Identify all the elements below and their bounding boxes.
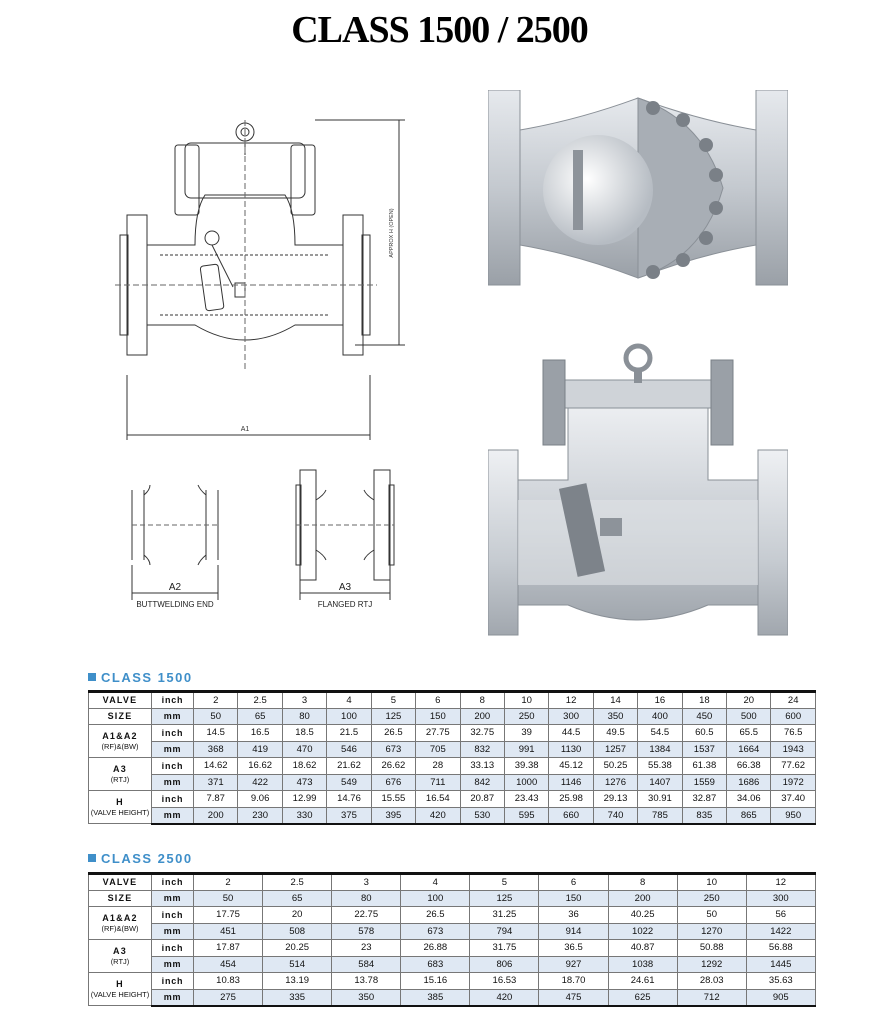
value-cell: 371 xyxy=(194,774,238,791)
value-cell: 14 xyxy=(593,692,637,709)
value-cell: 451 xyxy=(194,923,263,940)
value-cell: 37.40 xyxy=(771,791,815,808)
row-label-sub: (VALVE HEIGHT) xyxy=(90,808,150,817)
row-label xyxy=(89,708,152,725)
value-cell: 475 xyxy=(539,989,608,1006)
value-cell: 400 xyxy=(638,708,682,725)
unit-cell: inch xyxy=(152,725,194,742)
value-cell: 1664 xyxy=(727,741,771,758)
unit-cell: mm xyxy=(152,774,194,791)
row-label-text: SIZE xyxy=(107,711,133,722)
value-cell: 1270 xyxy=(677,923,746,940)
value-cell: 5 xyxy=(371,692,415,709)
value-cell: 1686 xyxy=(727,774,771,791)
unit-cell: mm xyxy=(152,989,194,1006)
value-cell: 31.25 xyxy=(470,907,539,924)
value-cell: 76.5 xyxy=(771,725,815,742)
value-cell: 125 xyxy=(470,890,539,907)
value-cell: 21.5 xyxy=(327,725,371,742)
value-cell: 350 xyxy=(332,989,401,1006)
value-cell: 13.78 xyxy=(332,973,401,990)
value-cell: 26.62 xyxy=(371,758,415,775)
value-cell: 794 xyxy=(470,923,539,940)
value-cell: 30.91 xyxy=(638,791,682,808)
value-cell: 56 xyxy=(746,907,815,924)
value-cell: 32.87 xyxy=(682,791,726,808)
value-cell: 65 xyxy=(263,890,332,907)
value-cell: 1407 xyxy=(638,774,682,791)
value-cell: 5 xyxy=(470,874,539,891)
value-cell: 65 xyxy=(238,708,282,725)
value-cell: 80 xyxy=(282,708,326,725)
value-cell: 1422 xyxy=(746,923,815,940)
value-cell: 1943 xyxy=(771,741,815,758)
value-cell: 1130 xyxy=(549,741,593,758)
value-cell: 29.13 xyxy=(593,791,637,808)
row-label xyxy=(89,907,152,940)
value-cell: 26.88 xyxy=(401,940,470,957)
table-row xyxy=(89,791,816,808)
table-row xyxy=(89,774,816,791)
unit-cell: mm xyxy=(152,807,194,824)
drawings-area xyxy=(0,60,879,660)
table-row xyxy=(89,758,816,775)
value-cell: 44.5 xyxy=(549,725,593,742)
class-1500-heading: CLASS 1500 xyxy=(88,670,193,685)
unit-cell: inch xyxy=(152,874,194,891)
table-row xyxy=(89,956,816,973)
value-cell: 80 xyxy=(332,890,401,907)
value-cell: 28 xyxy=(416,758,460,775)
value-cell: 6 xyxy=(416,692,460,709)
row-label-text: A1&A2 xyxy=(102,731,138,741)
value-cell: 1276 xyxy=(593,774,637,791)
value-cell: 1559 xyxy=(682,774,726,791)
value-cell: 508 xyxy=(263,923,332,940)
value-cell: 25.98 xyxy=(549,791,593,808)
value-cell: 10 xyxy=(677,874,746,891)
value-cell: 77.62 xyxy=(771,758,815,775)
table-row xyxy=(89,940,816,957)
value-cell: 375 xyxy=(327,807,371,824)
table-row xyxy=(89,874,816,891)
value-cell: 12.99 xyxy=(282,791,326,808)
dim-a2-label: A2 xyxy=(168,582,182,593)
value-cell: 9.06 xyxy=(238,791,282,808)
unit-cell: inch xyxy=(152,907,194,924)
value-cell: 34.06 xyxy=(727,791,771,808)
value-cell: 4 xyxy=(401,874,470,891)
value-cell: 17.87 xyxy=(194,940,263,957)
unit-cell: inch xyxy=(152,940,194,957)
unit-cell: mm xyxy=(152,741,194,758)
value-cell: 61.38 xyxy=(682,758,726,775)
value-cell: 350 xyxy=(593,708,637,725)
value-cell: 200 xyxy=(194,807,238,824)
value-cell: 50 xyxy=(677,907,746,924)
value-cell: 16.53 xyxy=(470,973,539,990)
value-cell: 13.19 xyxy=(263,973,332,990)
value-cell: 600 xyxy=(771,708,815,725)
value-cell: 100 xyxy=(327,708,371,725)
value-cell: 712 xyxy=(677,989,746,1006)
row-label xyxy=(89,758,152,791)
value-cell: 422 xyxy=(238,774,282,791)
value-cell: 200 xyxy=(608,890,677,907)
row-label-sub: (VALVE HEIGHT) xyxy=(90,990,150,999)
value-cell: 625 xyxy=(608,989,677,1006)
value-cell: 1000 xyxy=(504,774,548,791)
value-cell: 14.5 xyxy=(194,725,238,742)
row-label-text: A1&A2 xyxy=(102,913,138,923)
value-cell: 660 xyxy=(549,807,593,824)
value-cell: 125 xyxy=(371,708,415,725)
value-cell: 740 xyxy=(593,807,637,824)
value-cell: 16.62 xyxy=(238,758,282,775)
table-row xyxy=(89,725,816,742)
value-cell: 56.88 xyxy=(746,940,815,957)
value-cell: 26.5 xyxy=(401,907,470,924)
value-cell: 1445 xyxy=(746,956,815,973)
row-label-text: A3 xyxy=(113,764,127,774)
class-2500-table xyxy=(88,872,816,1007)
value-cell: 420 xyxy=(470,989,539,1006)
row-label xyxy=(89,890,152,907)
value-cell: 100 xyxy=(401,890,470,907)
value-cell: 454 xyxy=(194,956,263,973)
value-cell: 832 xyxy=(460,741,504,758)
value-cell: 36 xyxy=(539,907,608,924)
value-cell: 18.70 xyxy=(539,973,608,990)
value-cell: 20.87 xyxy=(460,791,504,808)
value-cell: 785 xyxy=(638,807,682,824)
value-cell: 40.87 xyxy=(608,940,677,957)
row-label-text: A3 xyxy=(113,946,127,956)
value-cell: 473 xyxy=(282,774,326,791)
value-cell: 54.5 xyxy=(638,725,682,742)
value-cell: 578 xyxy=(332,923,401,940)
value-cell: 10 xyxy=(504,692,548,709)
value-cell: 2 xyxy=(194,692,238,709)
value-cell: 14.62 xyxy=(194,758,238,775)
class-1500-table xyxy=(88,690,816,825)
value-cell: 17.75 xyxy=(194,907,263,924)
value-cell: 50.88 xyxy=(677,940,746,957)
value-cell: 905 xyxy=(746,989,815,1006)
value-cell: 927 xyxy=(539,956,608,973)
value-cell: 330 xyxy=(282,807,326,824)
value-cell: 200 xyxy=(460,708,504,725)
row-label xyxy=(89,791,152,824)
value-cell: 1146 xyxy=(549,774,593,791)
value-cell: 3 xyxy=(332,874,401,891)
row-label-text: VALVE xyxy=(102,695,138,706)
row-label xyxy=(89,874,152,891)
value-cell: 230 xyxy=(238,807,282,824)
value-cell: 15.55 xyxy=(371,791,415,808)
row-label-sub: (RTJ) xyxy=(110,775,130,784)
bullet-square-icon xyxy=(88,673,96,681)
row-label-sub: (RF)&(BW) xyxy=(101,742,139,751)
dim-a1-label: A1 xyxy=(240,426,250,433)
table-row xyxy=(89,692,816,709)
value-cell: 842 xyxy=(460,774,504,791)
value-cell: 4 xyxy=(327,692,371,709)
value-cell: 450 xyxy=(682,708,726,725)
value-cell: 368 xyxy=(194,741,238,758)
value-cell: 806 xyxy=(470,956,539,973)
value-cell: 20 xyxy=(263,907,332,924)
value-cell: 39 xyxy=(504,725,548,742)
value-cell: 24 xyxy=(771,692,815,709)
value-cell: 26.5 xyxy=(371,725,415,742)
value-cell: 60.5 xyxy=(682,725,726,742)
value-cell: 16.54 xyxy=(416,791,460,808)
value-cell: 55.38 xyxy=(638,758,682,775)
row-label-text: H xyxy=(116,797,124,807)
value-cell: 28.03 xyxy=(677,973,746,990)
value-cell: 470 xyxy=(282,741,326,758)
value-cell: 16 xyxy=(638,692,682,709)
row-label xyxy=(89,940,152,973)
value-cell: 20.25 xyxy=(263,940,332,957)
value-cell: 8 xyxy=(608,874,677,891)
value-cell: 1257 xyxy=(593,741,637,758)
table-row xyxy=(89,741,816,758)
value-cell: 275 xyxy=(194,989,263,1006)
value-cell: 23.43 xyxy=(504,791,548,808)
value-cell: 300 xyxy=(549,708,593,725)
value-cell: 150 xyxy=(416,708,460,725)
value-cell: 16.5 xyxy=(238,725,282,742)
value-cell: 595 xyxy=(504,807,548,824)
value-cell: 36.5 xyxy=(539,940,608,957)
unit-cell: mm xyxy=(152,890,194,907)
row-label xyxy=(89,692,152,709)
table-row xyxy=(89,989,816,1006)
table-row xyxy=(89,708,816,725)
value-cell: 549 xyxy=(327,774,371,791)
value-cell: 32.75 xyxy=(460,725,504,742)
valve-3d-top-view xyxy=(488,90,788,290)
value-cell: 711 xyxy=(416,774,460,791)
value-cell: 584 xyxy=(332,956,401,973)
value-cell: 2.5 xyxy=(263,874,332,891)
value-cell: 950 xyxy=(771,807,815,824)
value-cell: 15.16 xyxy=(401,973,470,990)
row-label-sub: (RTJ) xyxy=(110,957,130,966)
value-cell: 500 xyxy=(727,708,771,725)
value-cell: 250 xyxy=(677,890,746,907)
value-cell: 546 xyxy=(327,741,371,758)
value-cell: 39.38 xyxy=(504,758,548,775)
unit-cell: inch xyxy=(152,758,194,775)
value-cell: 8 xyxy=(460,692,504,709)
value-cell: 49.5 xyxy=(593,725,637,742)
value-cell: 66.38 xyxy=(727,758,771,775)
value-cell: 991 xyxy=(504,741,548,758)
unit-cell: mm xyxy=(152,956,194,973)
value-cell: 1038 xyxy=(608,956,677,973)
value-cell: 7.87 xyxy=(194,791,238,808)
row-label-text: VALVE xyxy=(102,877,138,888)
value-cell: 1384 xyxy=(638,741,682,758)
table-row xyxy=(89,973,816,990)
value-cell: 20 xyxy=(727,692,771,709)
value-cell: 40.25 xyxy=(608,907,677,924)
dim-a2-caption: BUTTWELDING END xyxy=(136,600,214,609)
unit-cell: inch xyxy=(152,973,194,990)
value-cell: 12 xyxy=(549,692,593,709)
value-cell: 24.61 xyxy=(608,973,677,990)
value-cell: 2 xyxy=(194,874,263,891)
dim-a3-label: A3 xyxy=(338,582,352,593)
value-cell: 150 xyxy=(539,890,608,907)
value-cell: 27.75 xyxy=(416,725,460,742)
value-cell: 3 xyxy=(282,692,326,709)
value-cell: 673 xyxy=(371,741,415,758)
dim-h-label: APPROX H (OPEN) xyxy=(389,208,395,258)
value-cell: 530 xyxy=(460,807,504,824)
flanged-rtj-drawing xyxy=(290,465,400,610)
value-cell: 395 xyxy=(371,807,415,824)
page-title: CLASS 1500 / 2500 xyxy=(291,9,588,51)
value-cell: 705 xyxy=(416,741,460,758)
value-cell: 23 xyxy=(332,940,401,957)
value-cell: 676 xyxy=(371,774,415,791)
valve-section-line-drawing xyxy=(115,115,415,450)
value-cell: 31.75 xyxy=(470,940,539,957)
value-cell: 865 xyxy=(727,807,771,824)
unit-cell: mm xyxy=(152,708,194,725)
table-row xyxy=(89,807,816,824)
value-cell: 835 xyxy=(682,807,726,824)
buttwelding-end-drawing xyxy=(120,465,230,610)
value-cell: 1292 xyxy=(677,956,746,973)
dim-a3-caption: FLANGED RTJ xyxy=(317,600,373,609)
value-cell: 33.13 xyxy=(460,758,504,775)
value-cell: 2.5 xyxy=(238,692,282,709)
row-label-sub: (RF)&(BW) xyxy=(101,924,139,933)
value-cell: 673 xyxy=(401,923,470,940)
value-cell: 420 xyxy=(416,807,460,824)
row-label xyxy=(89,725,152,758)
value-cell: 18.5 xyxy=(282,725,326,742)
unit-cell: inch xyxy=(152,692,194,709)
value-cell: 514 xyxy=(263,956,332,973)
value-cell: 50 xyxy=(194,708,238,725)
value-cell: 419 xyxy=(238,741,282,758)
unit-cell: inch xyxy=(152,791,194,808)
value-cell: 914 xyxy=(539,923,608,940)
value-cell: 21.62 xyxy=(327,758,371,775)
value-cell: 250 xyxy=(504,708,548,725)
value-cell: 45.12 xyxy=(549,758,593,775)
value-cell: 1537 xyxy=(682,741,726,758)
value-cell: 300 xyxy=(746,890,815,907)
value-cell: 50 xyxy=(194,890,263,907)
value-cell: 10.83 xyxy=(194,973,263,990)
value-cell: 18.62 xyxy=(282,758,326,775)
table-row xyxy=(89,907,816,924)
valve-3d-cutaway-view xyxy=(488,340,788,640)
table-row xyxy=(89,923,816,940)
value-cell: 65.5 xyxy=(727,725,771,742)
value-cell: 385 xyxy=(401,989,470,1006)
value-cell: 14.76 xyxy=(327,791,371,808)
row-label xyxy=(89,973,152,1006)
value-cell: 683 xyxy=(401,956,470,973)
value-cell: 1022 xyxy=(608,923,677,940)
value-cell: 6 xyxy=(539,874,608,891)
table-row xyxy=(89,890,816,907)
value-cell: 50.25 xyxy=(593,758,637,775)
value-cell: 12 xyxy=(746,874,815,891)
bullet-square-icon xyxy=(88,854,96,862)
value-cell: 335 xyxy=(263,989,332,1006)
value-cell: 1972 xyxy=(771,774,815,791)
value-cell: 22.75 xyxy=(332,907,401,924)
value-cell: 18 xyxy=(682,692,726,709)
class-2500-heading: CLASS 2500 xyxy=(88,851,193,866)
unit-cell: mm xyxy=(152,923,194,940)
row-label-text: H xyxy=(116,979,124,989)
row-label-text: SIZE xyxy=(107,893,133,904)
value-cell: 35.63 xyxy=(746,973,815,990)
